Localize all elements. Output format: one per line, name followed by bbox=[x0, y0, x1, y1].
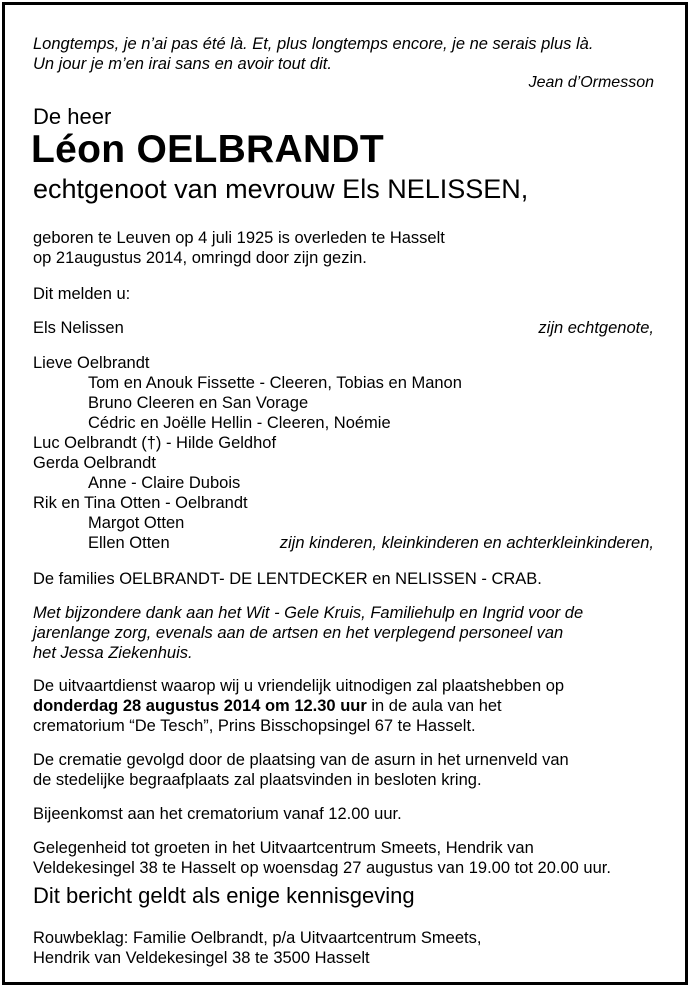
family-line: Anne - Claire Dubois bbox=[88, 474, 241, 492]
family-line: Rik en Tina Otten - Oelbrandt bbox=[33, 494, 248, 512]
cremation-line-1: De crematie gevolgd door de plaatsing van de asurn in het urnenveld van bbox=[33, 751, 569, 769]
service-line-1: De uitvaartdienst waarop wij u vriendelijk uitnodigen zal plaatshebben op bbox=[33, 677, 565, 695]
families-line: De families OELBRANDT- DE LENTDECKER en NELISSEN - CRAB. bbox=[33, 570, 542, 588]
thanks-line-3: het Jessa Ziekenhuis. bbox=[33, 644, 193, 662]
quote-line-2: Un jour je m’en irai sans en avoir tout dit. bbox=[33, 55, 332, 73]
spouse-name: Els Nelissen bbox=[33, 319, 124, 337]
family-line: Bruno Cleeren en San Vorage bbox=[88, 394, 309, 412]
thanks-line-1: Met bijzondere dank aan het Wit - Gele Kruis, Familiehulp en Ingrid voor de bbox=[33, 604, 584, 622]
deceased-spouse: echtgenoot van mevrouw Els NELISSEN, bbox=[33, 174, 529, 204]
quote-line-1: Longtemps, je n’ai pas été là. Et, plus longtemps encore, je ne serais plus là. bbox=[33, 35, 594, 53]
service-date: donderdag 28 augustus 2014 om 12.30 uur bbox=[33, 697, 367, 715]
family-line: Lieve Oelbrandt bbox=[33, 354, 150, 372]
service-line-2 bbox=[33, 696, 502, 716]
greeting-line-1: Gelegenheid tot groeten in het Uitvaartcentrum Smeets, Hendrik van bbox=[33, 839, 534, 857]
quote-author: Jean d’Ormesson bbox=[528, 74, 654, 91]
family-line: Tom en Anouk Fissette - Cleeren, Tobias en Manon bbox=[88, 374, 462, 392]
family-line: Ellen Otten bbox=[88, 534, 170, 552]
deceased-name: Léon OELBRANDT bbox=[31, 128, 385, 171]
meeting-line: Bijeenkomst aan het crematorium vanaf 12.00 uur. bbox=[33, 805, 402, 823]
children-role: zijn kinderen, kleinkinderen en achterkleinkinderen, bbox=[279, 534, 654, 552]
notice-heading: Dit bericht geldt als enige kennisgeving bbox=[33, 883, 415, 908]
greeting-line-2: Veldekesingel 38 te Hasselt op woensdag 27 augustus van 19.00 tot 20.00 uur. bbox=[33, 859, 611, 877]
family-line: Luc Oelbrandt (†) - Hilde Geldhof bbox=[33, 434, 277, 452]
service-location: in de aula van het bbox=[366, 697, 502, 715]
address-line-2: Hendrik van Veldekesingel 38 te 3500 Hasselt bbox=[33, 949, 370, 967]
cremation-line-2: de stedelijke begraafplaats zal plaatsvinden in besloten kring. bbox=[33, 771, 482, 789]
deceased-title: De heer bbox=[33, 104, 112, 129]
thanks-line-2: jarenlange zorg, evenals aan de artsen en het verplegend personeel van bbox=[33, 624, 564, 642]
address-line-1: Rouwbeklag: Familie Oelbrandt, p/a Uitvaartcentrum Smeets, bbox=[33, 929, 482, 947]
announce-text: Dit melden u: bbox=[33, 285, 131, 303]
family-line: Gerda Oelbrandt bbox=[33, 454, 156, 472]
birth-line-1: geboren te Leuven op 4 juli 1925 is overleden te Hasselt bbox=[33, 229, 445, 247]
family-line: Cédric en Joëlle Hellin - Cleeren, Noémie bbox=[88, 414, 391, 432]
service-line-3: crematorium “De Tesch”, Prins Bisschopsingel 67 te Hasselt. bbox=[33, 717, 476, 735]
spouse-role: zijn echtgenote, bbox=[538, 319, 654, 337]
family-line: Margot Otten bbox=[88, 514, 185, 532]
birth-line-2: op 21augustus 2014, omringd door zijn gezin. bbox=[33, 249, 367, 267]
